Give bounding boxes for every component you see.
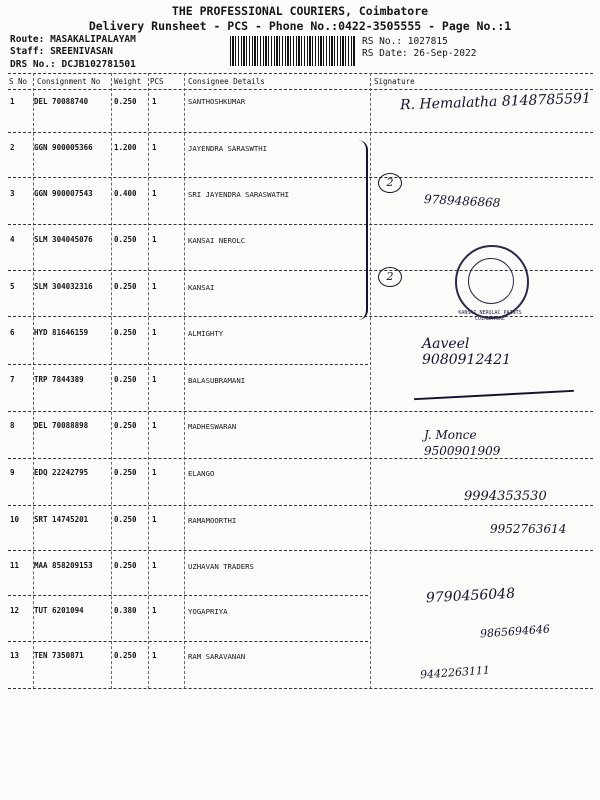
drs-row xyxy=(10,59,136,70)
col-consignment: Consignment No xyxy=(37,77,101,86)
consignee: RAMAMOORTHI xyxy=(188,516,237,525)
sno: 1 xyxy=(10,97,15,106)
rs-no-label: RS No.: xyxy=(362,36,403,47)
signature: 9442263111 xyxy=(419,663,491,682)
signature: 9790456048 xyxy=(425,585,516,607)
consignee: SRI JAYENDRA SARASWATHI xyxy=(188,190,290,199)
pcs: 1 xyxy=(152,606,157,615)
runsheet-line: Delivery Runsheet - PCS - Phone No.:0422-3505555 - Page No.:1 xyxy=(88,19,512,33)
drs-value: DCJB102781501 xyxy=(61,59,136,70)
weight: 1.200 xyxy=(114,143,137,152)
pcs: 1 xyxy=(152,235,157,244)
group-bracket xyxy=(352,140,368,320)
consignment-no: GGN 900005366 xyxy=(34,143,93,152)
signature: R. Hemalatha 8148785591 xyxy=(399,90,592,114)
weight: 0.250 xyxy=(114,282,137,291)
route-row xyxy=(10,34,136,45)
group-mark: 2 xyxy=(378,173,402,193)
pcs: 1 xyxy=(152,421,157,430)
consignment-no: SLM 304045076 xyxy=(34,235,93,244)
weight: 0.250 xyxy=(114,515,137,524)
row-rule xyxy=(8,458,593,459)
rs-date-row xyxy=(362,48,476,59)
consignee: ELANGO xyxy=(188,469,215,478)
consignment-no: SRT 14745201 xyxy=(34,515,89,524)
rs-no-row xyxy=(362,36,448,47)
route-label: Route: xyxy=(10,34,45,45)
pcs: 1 xyxy=(152,282,157,291)
col-pcs: PCS xyxy=(150,77,164,86)
sno: 4 xyxy=(10,235,15,244)
consignment-no: MAA 858209153 xyxy=(34,561,93,570)
signature: 9789486868 xyxy=(423,192,501,210)
sno: 7 xyxy=(10,375,15,384)
consignment-no: DEL 70088740 xyxy=(34,97,89,106)
signature: J. Monce 9500901909 xyxy=(424,428,501,458)
weight: 0.250 xyxy=(114,651,137,660)
pcs: 1 xyxy=(152,328,157,337)
weight: 0.250 xyxy=(114,561,137,570)
rs-date-label: RS Date: xyxy=(362,48,408,59)
pcs: 1 xyxy=(152,651,157,660)
consignee: RAM SARAVANAN xyxy=(188,652,246,661)
col-sno: S No xyxy=(9,77,28,86)
consignment-no: SLM 304032316 xyxy=(34,282,93,291)
col-separator xyxy=(370,73,371,689)
company-title: THE PROFESSIONAL COURIERS, Coimbatore xyxy=(171,4,429,18)
pcs: 1 xyxy=(152,515,157,524)
weight: 0.250 xyxy=(114,235,137,244)
col-separator xyxy=(111,73,112,689)
sno: 8 xyxy=(10,421,15,430)
consignee: KANSAI xyxy=(188,283,215,292)
pcs: 1 xyxy=(152,143,157,152)
row-rule xyxy=(8,595,368,596)
consignment-no: EDQ 22242795 xyxy=(34,468,89,477)
pcs: 1 xyxy=(152,189,157,198)
consignment-no: TUT 6201094 xyxy=(34,606,84,615)
signature: Aaveel 9080912421 xyxy=(422,336,512,368)
consignee: ALMIGHTY xyxy=(188,329,224,338)
weight: 0.250 xyxy=(114,97,137,106)
staff-row xyxy=(10,46,113,57)
row-rule xyxy=(8,132,593,133)
barcode xyxy=(230,36,355,66)
drs-label: DRS No.: xyxy=(10,59,56,70)
weight: 0.250 xyxy=(114,468,137,477)
weight: 0.380 xyxy=(114,606,137,615)
col-separator xyxy=(184,73,185,689)
stamp-text: KANSAI NEROLAC PAINTS COIMBATORE xyxy=(458,310,522,322)
staff-value: SREENIVASAN xyxy=(50,46,113,57)
pcs: 1 xyxy=(152,468,157,477)
header-bottom-rule xyxy=(8,89,593,90)
consignment-no: HYD 81646159 xyxy=(34,328,89,337)
weight: 0.250 xyxy=(114,328,137,337)
consignee: YOGAPRIYA xyxy=(188,607,228,616)
col-separator xyxy=(148,73,149,689)
signature: 9952763614 xyxy=(490,522,567,536)
row-rule xyxy=(8,550,593,551)
staff-label: Staff: xyxy=(10,46,45,57)
consignment-no: GGN 900007543 xyxy=(34,189,93,198)
sno: 3 xyxy=(10,189,15,198)
pcs: 1 xyxy=(152,561,157,570)
sno: 9 xyxy=(10,468,15,477)
weight: 0.250 xyxy=(114,375,137,384)
group-mark: 2 xyxy=(378,267,402,287)
consignee: KANSAI NEROLC xyxy=(188,236,246,245)
row-rule xyxy=(8,411,593,412)
sno: 10 xyxy=(10,515,20,524)
stamp-inner-ring xyxy=(468,258,514,304)
consignment-no: TRP 7844389 xyxy=(34,375,84,384)
col-consignee: Consignee Details xyxy=(188,77,265,86)
sno: 12 xyxy=(10,606,20,615)
col-signature: Signature xyxy=(374,77,415,86)
row-rule xyxy=(8,224,593,225)
consignee: SANTHOSHKUMAR xyxy=(188,97,246,106)
col-weight: Weight xyxy=(114,77,142,86)
strike-line xyxy=(414,390,574,400)
sno: 5 xyxy=(10,282,15,291)
table-bottom-rule xyxy=(8,688,593,689)
row-rule xyxy=(8,505,593,506)
row-rule xyxy=(8,177,593,178)
sno: 6 xyxy=(10,328,15,337)
consignee: UZHAVAN TRADERS xyxy=(188,562,254,571)
rs-no-value: 1027815 xyxy=(407,36,448,47)
consignee: JAYENDRA SARASWTHI xyxy=(188,144,268,153)
consignee: MADHESWARAN xyxy=(188,422,237,431)
consignment-no: TEN 7350871 xyxy=(34,651,84,660)
sno: 2 xyxy=(10,143,15,152)
consignee: BALASUBRAMANI xyxy=(188,376,246,385)
signature: 9994353530 xyxy=(464,489,547,504)
pcs: 1 xyxy=(152,97,157,106)
weight: 0.250 xyxy=(114,421,137,430)
sno: 11 xyxy=(10,561,20,570)
signature: 9865694646 xyxy=(479,622,551,641)
consignment-no: DEL 70088898 xyxy=(34,421,89,430)
table-top-rule xyxy=(8,73,593,74)
pcs: 1 xyxy=(152,375,157,384)
sno: 13 xyxy=(10,651,20,660)
row-rule xyxy=(8,364,368,365)
weight: 0.400 xyxy=(114,189,137,198)
route-value: MASAKALIPALAYAM xyxy=(50,34,136,45)
rs-date-value: 26-Sep-2022 xyxy=(413,48,477,59)
row-rule xyxy=(8,641,368,642)
